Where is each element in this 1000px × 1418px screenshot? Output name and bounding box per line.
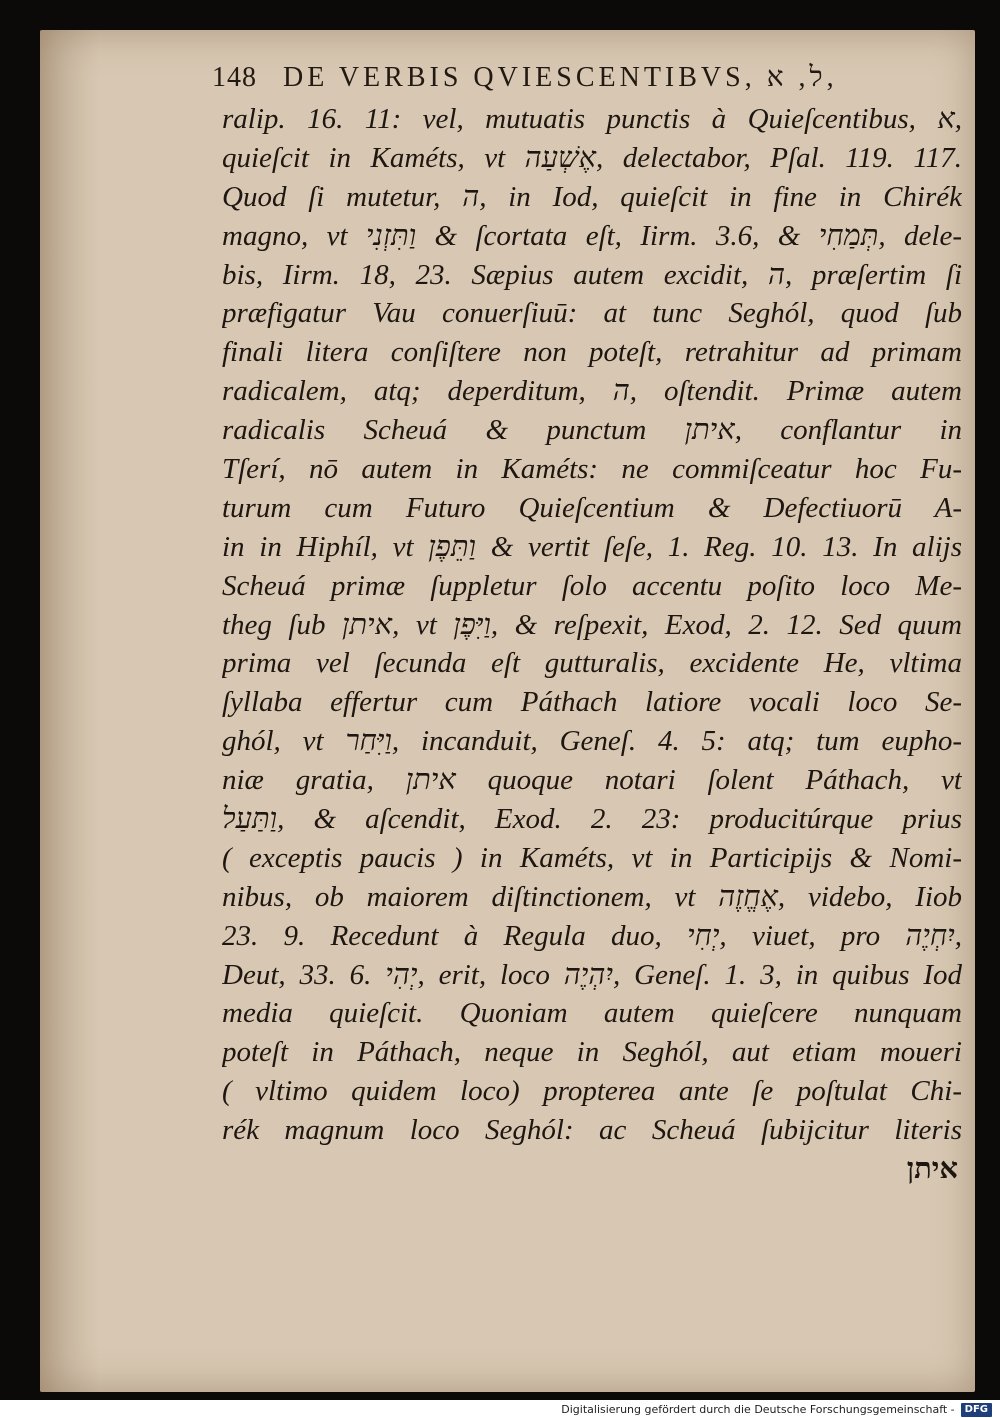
- text-line: theg ſub איתן, vt וַיִּפֶן, & reſpexit, Exod, 2. 12. Sed quum: [222, 608, 962, 641]
- text-line: prima vel ſecunda eſt gutturalis, excidente He, vltima: [222, 647, 962, 680]
- text-line: magno, vt וַתִּזְנִי & ſcortata eſt, Iirm. 3.6, & תְּמַחִי, dele-: [222, 219, 962, 252]
- text-line: media quieſcit. Quoniam autem quieſcere nunquam: [222, 997, 962, 1030]
- text-line: ralip. 16. 11: vel, mutuatis punctis à Quieſcentibus, א,: [222, 103, 962, 135]
- text-line: quieſcit in Kaméts, vt אֶשְׁעַה, delectabor, Pſal. 119. 117.: [222, 141, 962, 174]
- text-line: radicalem, atq; deperditum, ה, oſtendit. Primæ autem: [222, 375, 962, 408]
- text-line: ( exceptis paucis ) in Kaméts, vt in Participijs & Nomi-: [222, 841, 962, 874]
- page-number: 148: [212, 62, 257, 93]
- text-line: præfigatur Vau conuerſiuū: at tunc Seghól, quod ſub: [222, 297, 962, 330]
- text-line: 23. 9. Recedunt à Regula duo, יְחִי, viuet, pro יִחְיֶה,: [222, 919, 962, 952]
- text-line: ghól, vt וַיִּחַר, incanduit, Geneſ. 4. 5: atq; tum eupho-: [222, 725, 962, 758]
- footer-text: Digitalisierung gefördert durch die Deutsche Forschungsgemeinschaft -: [561, 1403, 955, 1416]
- header-title: DE VERBIS QVIESCENTIBVS, ל, א,: [283, 62, 838, 93]
- text-line: rék magnum loco Seghól: ac Scheuá ſubijcitur literis: [222, 1114, 962, 1147]
- text-line: poteſt in Páthach, neque in Seghól, aut etiam moueri: [222, 1036, 962, 1069]
- text-line: ( vltimo quidem loco) propterea ante ſe poſtulat Chi-: [222, 1075, 962, 1108]
- dfg-logo: DFG: [961, 1403, 992, 1417]
- text-line: turum cum Futuro Quieſcentium & Defectiuorū A-: [222, 491, 962, 524]
- text-line: Quod ſi mutetur, ה, in Iod, quieſcit in fine in Chirék: [222, 180, 962, 213]
- text-line: bis, Iirm. 18, 23. Sæpius autem excidit, ה, præſertim ſi: [222, 258, 962, 291]
- text-line: Scheuá primæ ſuppletur ſolo accentu poſito loco Me-: [222, 569, 962, 602]
- text-line: Deut, 33. 6. יְהִי, erit, loco יִהְיֶה, Geneſ. 1. 3, in quibus Iod: [222, 958, 962, 991]
- digitization-footer: [561, 1401, 992, 1418]
- text-line: ſyllaba effertur cum Páthach latiore vocali loco Se-: [222, 686, 962, 719]
- body-text: [222, 100, 962, 1189]
- text-line: וַתַּעַל, & aſcendit, Exod. 2. 23: producitúrque prius: [222, 803, 962, 836]
- text-line: finali litera conſiſtere non poteſt, retrahitur ad primam: [222, 336, 962, 369]
- text-line: in in Hiphíl, vt וַתֵּפֶן & vertit ſeſe, 1. Reg. 10. 13. In alijs: [222, 530, 962, 563]
- text-line: radicalis Scheuá & punctum איתן, conflantur in: [222, 414, 962, 447]
- text-line: איתן: [906, 1153, 958, 1186]
- running-header: [212, 62, 932, 94]
- text-line: niæ gratia, איתן quoque notari ſolent Páthach, vt: [222, 764, 962, 797]
- text-line: nibus, ob maiorem diſtinctionem, vt אֶחֱזֶה, videbo, Iiob: [222, 880, 962, 913]
- text-line: Tſerí, nō autem in Kaméts: ne commiſceatur hoc Fu-: [222, 453, 962, 486]
